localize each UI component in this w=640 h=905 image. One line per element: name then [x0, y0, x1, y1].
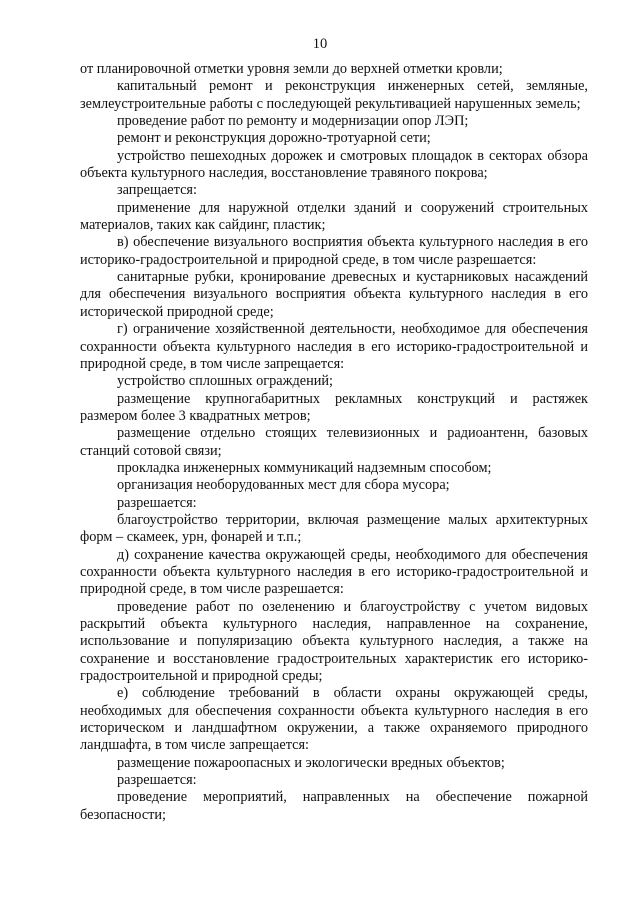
paragraph: ремонт и реконструкция дорожно-тротуарной сети;	[117, 130, 431, 147]
paragraph: проведение работ по ремонту и модернизации опор ЛЭП;	[117, 113, 469, 130]
document-body	[80, 61, 588, 824]
paragraph: размещение крупногабаритных рекламных конструкций и растяжек размером более 3 квадратных метров;	[80, 390, 588, 424]
paragraph: организация необорудованных мест для сбора мусора;	[117, 477, 450, 494]
paragraph: проведение работ по озеленению и благоустройству с учетом видовых раскрытий объекта культурного наследия, направленное на сохранение, использование и популяризацию объекта культурного наследия, а также на сохранение и восстановление градостроительных характеристик его историко-градостроительной и природной среды;	[80, 598, 588, 685]
paragraph: устройство сплошных ограждений;	[117, 373, 334, 390]
paragraph: от планировочной отметки уровня земли до верхней отметки кровли;	[80, 61, 503, 77]
paragraph: е) соблюдение требований в области охраны окружающей среды, необходимых для обеспечения сохранности объекта культурного наследия в его историческом и ландшафтном окружении, а также охраняемого природного ландшафта, в том числе запрещается:	[80, 685, 588, 754]
paragraph: д) сохранение качества окружающей среды, необходимого для обеспечения сохранности объекта культурного наследия в его историко-градостроительной и природной среде, в том числе разрешается:	[80, 546, 588, 598]
paragraph: санитарные рубки, кронирование древесных и кустарниковых насаждений для обеспечения визуального восприятия объекта культурного наследия в его исторической природной среде;	[80, 269, 588, 320]
paragraph: размещение пожароопасных и экологически вредных объектов;	[117, 754, 505, 771]
paragraph: в) обеспечение визуального восприятия объекта культурного наследия в его историко-градостроительной и природной среде, в том числе разрешается:	[80, 234, 588, 268]
paragraph: разрешается:	[117, 772, 197, 789]
paragraph: размещение отдельно стоящих телевизионных и радиоантенн, базовых станций сотовой связи;	[80, 425, 588, 459]
paragraph: прокладка инженерных коммуникаций надземным способом;	[117, 459, 492, 476]
paragraph: применение для наружной отделки зданий и сооружений строительных материалов, таких как сайдинг, пластик;	[80, 199, 588, 234]
paragraph: устройство пешеходных дорожек и смотровых площадок в секторах обзора объекта культурного наследия, восстановление травяного покрова;	[80, 147, 588, 182]
paragraph: благоустройство территории, включая размещение малых архитектурных форм – скамеек, урн, фонарей и т.п.;	[80, 511, 588, 546]
paragraph: г) ограничение хозяйственной деятельности, необходимое для обеспечения сохранности объекта культурного наследия в его историко-градостроительной и природной среде, в том числе запрещается:	[80, 321, 588, 372]
paragraph: разрешается:	[117, 494, 197, 511]
paragraph: проведение мероприятий, направленных на обеспечение пожарной безопасности;	[80, 789, 588, 823]
page-number: 10	[312, 36, 328, 52]
paragraph: капитальный ремонт и реконструкция инженерных сетей, земляные, землеустроительные работы с последующей рекультивацией нарушенных земель;	[80, 78, 588, 112]
paragraph: запрещается:	[117, 182, 197, 199]
